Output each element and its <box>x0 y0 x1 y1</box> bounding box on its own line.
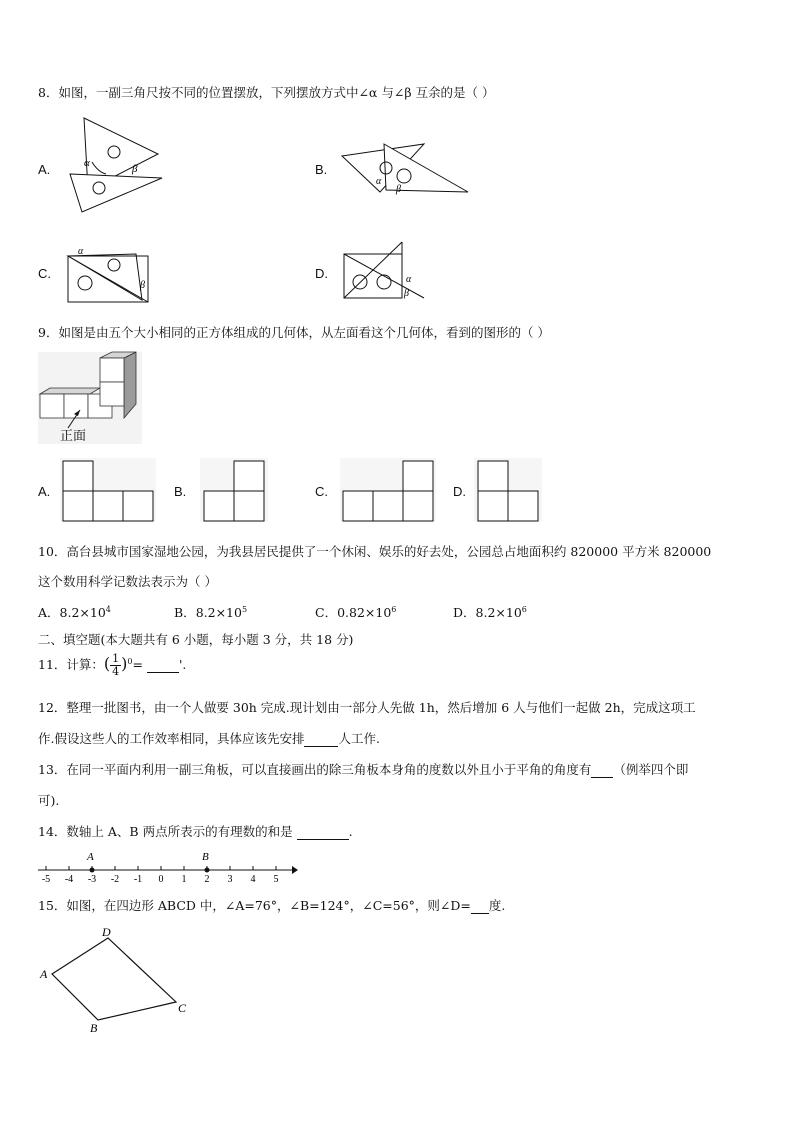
q14-stem: 14．数轴上 A、B 两点所表示的有理数的和是 . <box>38 824 353 839</box>
q8-figure-c <box>66 244 166 306</box>
q8-alpha-d: α <box>406 274 412 285</box>
q8-option-c-label: C. <box>38 266 51 281</box>
q13-line1: 13．在同一平面内利用一副三角板，可以直接画出的除三角板本身角的度数以外且小于平角的角度有 （例举四个即 <box>38 762 689 777</box>
q9-option-d-label: D. <box>453 484 466 499</box>
q14-point-a-label: A <box>87 851 94 863</box>
q8-option-d-label: D. <box>315 266 328 281</box>
q9-option-c-label: C. <box>315 484 328 499</box>
q8-figure-d <box>342 240 432 302</box>
q14-tick-label: 3 <box>227 874 233 885</box>
q15-answer-blank[interactable] <box>471 898 489 914</box>
q10-option-c: C．$0.82\times 10^6$ <box>315 604 397 620</box>
q11: 11．计算：( $\frac{1}{4}$ )$^0$= '. <box>38 652 187 678</box>
q14-tick-label: -2 <box>110 874 120 885</box>
q9-solid-figure <box>38 352 142 444</box>
q8-option-b-label: B. <box>315 162 328 177</box>
q10-line2: 这个数用科学记数法表示为（ ） <box>38 574 217 589</box>
section-2-heading: 二、填空题(本大题共有 6 小题，每小题 3 分，共 18 分) <box>38 632 354 647</box>
q14-point-b <box>205 868 210 873</box>
q14-tick-label: 2 <box>204 874 210 885</box>
q10-option-d: D．$8.2\times 10^6$ <box>453 604 527 620</box>
q15-vertex-a: A <box>40 967 48 981</box>
q14-point-a <box>90 868 95 873</box>
q9-front-label: 正面 <box>60 428 87 443</box>
q8-figure-a <box>66 116 166 216</box>
q14-tick-label: -1 <box>133 874 143 885</box>
q11-answer-blank[interactable] <box>147 657 179 673</box>
q8-beta-b: β <box>396 184 401 195</box>
q8-option-a-label: A. <box>38 162 51 177</box>
q8-beta-a: β <box>132 163 138 175</box>
q12-line2: 作.假设这些人的工作效率相同，具体应该先安排 人工作. <box>38 731 380 746</box>
q9-option-a-label: A. <box>38 484 51 499</box>
q13-line2: 可). <box>38 793 60 808</box>
q8-alpha-c: α <box>78 246 84 257</box>
q14-tick-label: -4 <box>64 874 74 885</box>
q9-option-a-figure <box>60 458 156 522</box>
q11-fraction: $\frac{1}{4}$ <box>112 652 120 678</box>
q8-beta-d: β <box>404 288 409 299</box>
q12-answer-blank[interactable] <box>304 731 338 747</box>
q10-opt-a: A．$8.2\times 10^4$ <box>38 604 111 620</box>
q9-option-d-figure <box>474 458 542 522</box>
q14-tick-label: 4 <box>250 874 256 885</box>
q14-tick-label: 5 <box>273 874 279 885</box>
q14-point-b-label: B <box>202 851 209 863</box>
q9-option-b-figure <box>200 458 268 522</box>
q14-answer-blank[interactable] <box>297 824 349 840</box>
q10-options <box>38 603 111 621</box>
q14-tick-label: -3 <box>87 874 97 885</box>
q8-alpha-a: α <box>84 157 90 169</box>
q15-quadrilateral <box>36 926 196 1034</box>
q14-number-line <box>38 848 298 884</box>
q8-alpha-b: α <box>376 176 382 187</box>
q15-vertex-b: B <box>90 1021 98 1035</box>
q15-vertex-d: D <box>102 925 111 939</box>
q14-tick-label: -5 <box>41 874 51 885</box>
q9-stem: 9．如图是由五个大小相同的正方体组成的几何体，从左面看这个几何体，看到的图形的（ ） <box>38 325 550 340</box>
q8-stem: 8．如图，一副三角尺按不同的位置摆放，下列摆放方式中∠α 与∠β 互余的是（ ） <box>38 85 495 100</box>
q9-option-c-figure <box>340 458 436 522</box>
q10-line1: 10．高台县城市国家湿地公园，为我县居民提供了一个休闲、娱乐的好去处，公园总占地面积约 820000 平方米 820000 <box>38 544 712 559</box>
q8-beta-c: β <box>140 280 145 291</box>
q10-option-b: B．$8.2\times 10^5$ <box>174 604 248 620</box>
q15-stem: 15．如图，在四边形 ABCD 中，∠A=76°，∠B=124°，∠C=56°，则∠D= 度. <box>38 898 506 913</box>
q15-vertex-c: C <box>178 1001 187 1015</box>
q13-answer-blank[interactable] <box>591 762 613 778</box>
q12-line1: 12．整理一批图书，由一个人做要 30h 完成.现计划由一部分人先做 1h，然后增加 6 人与他们一起做 2h，完成这项工 <box>38 700 696 715</box>
q14-tick-label: 1 <box>181 874 187 885</box>
q14-tick-label: 0 <box>158 874 164 885</box>
q9-option-b-label: B. <box>174 484 187 499</box>
q8-figure-b <box>340 140 470 200</box>
